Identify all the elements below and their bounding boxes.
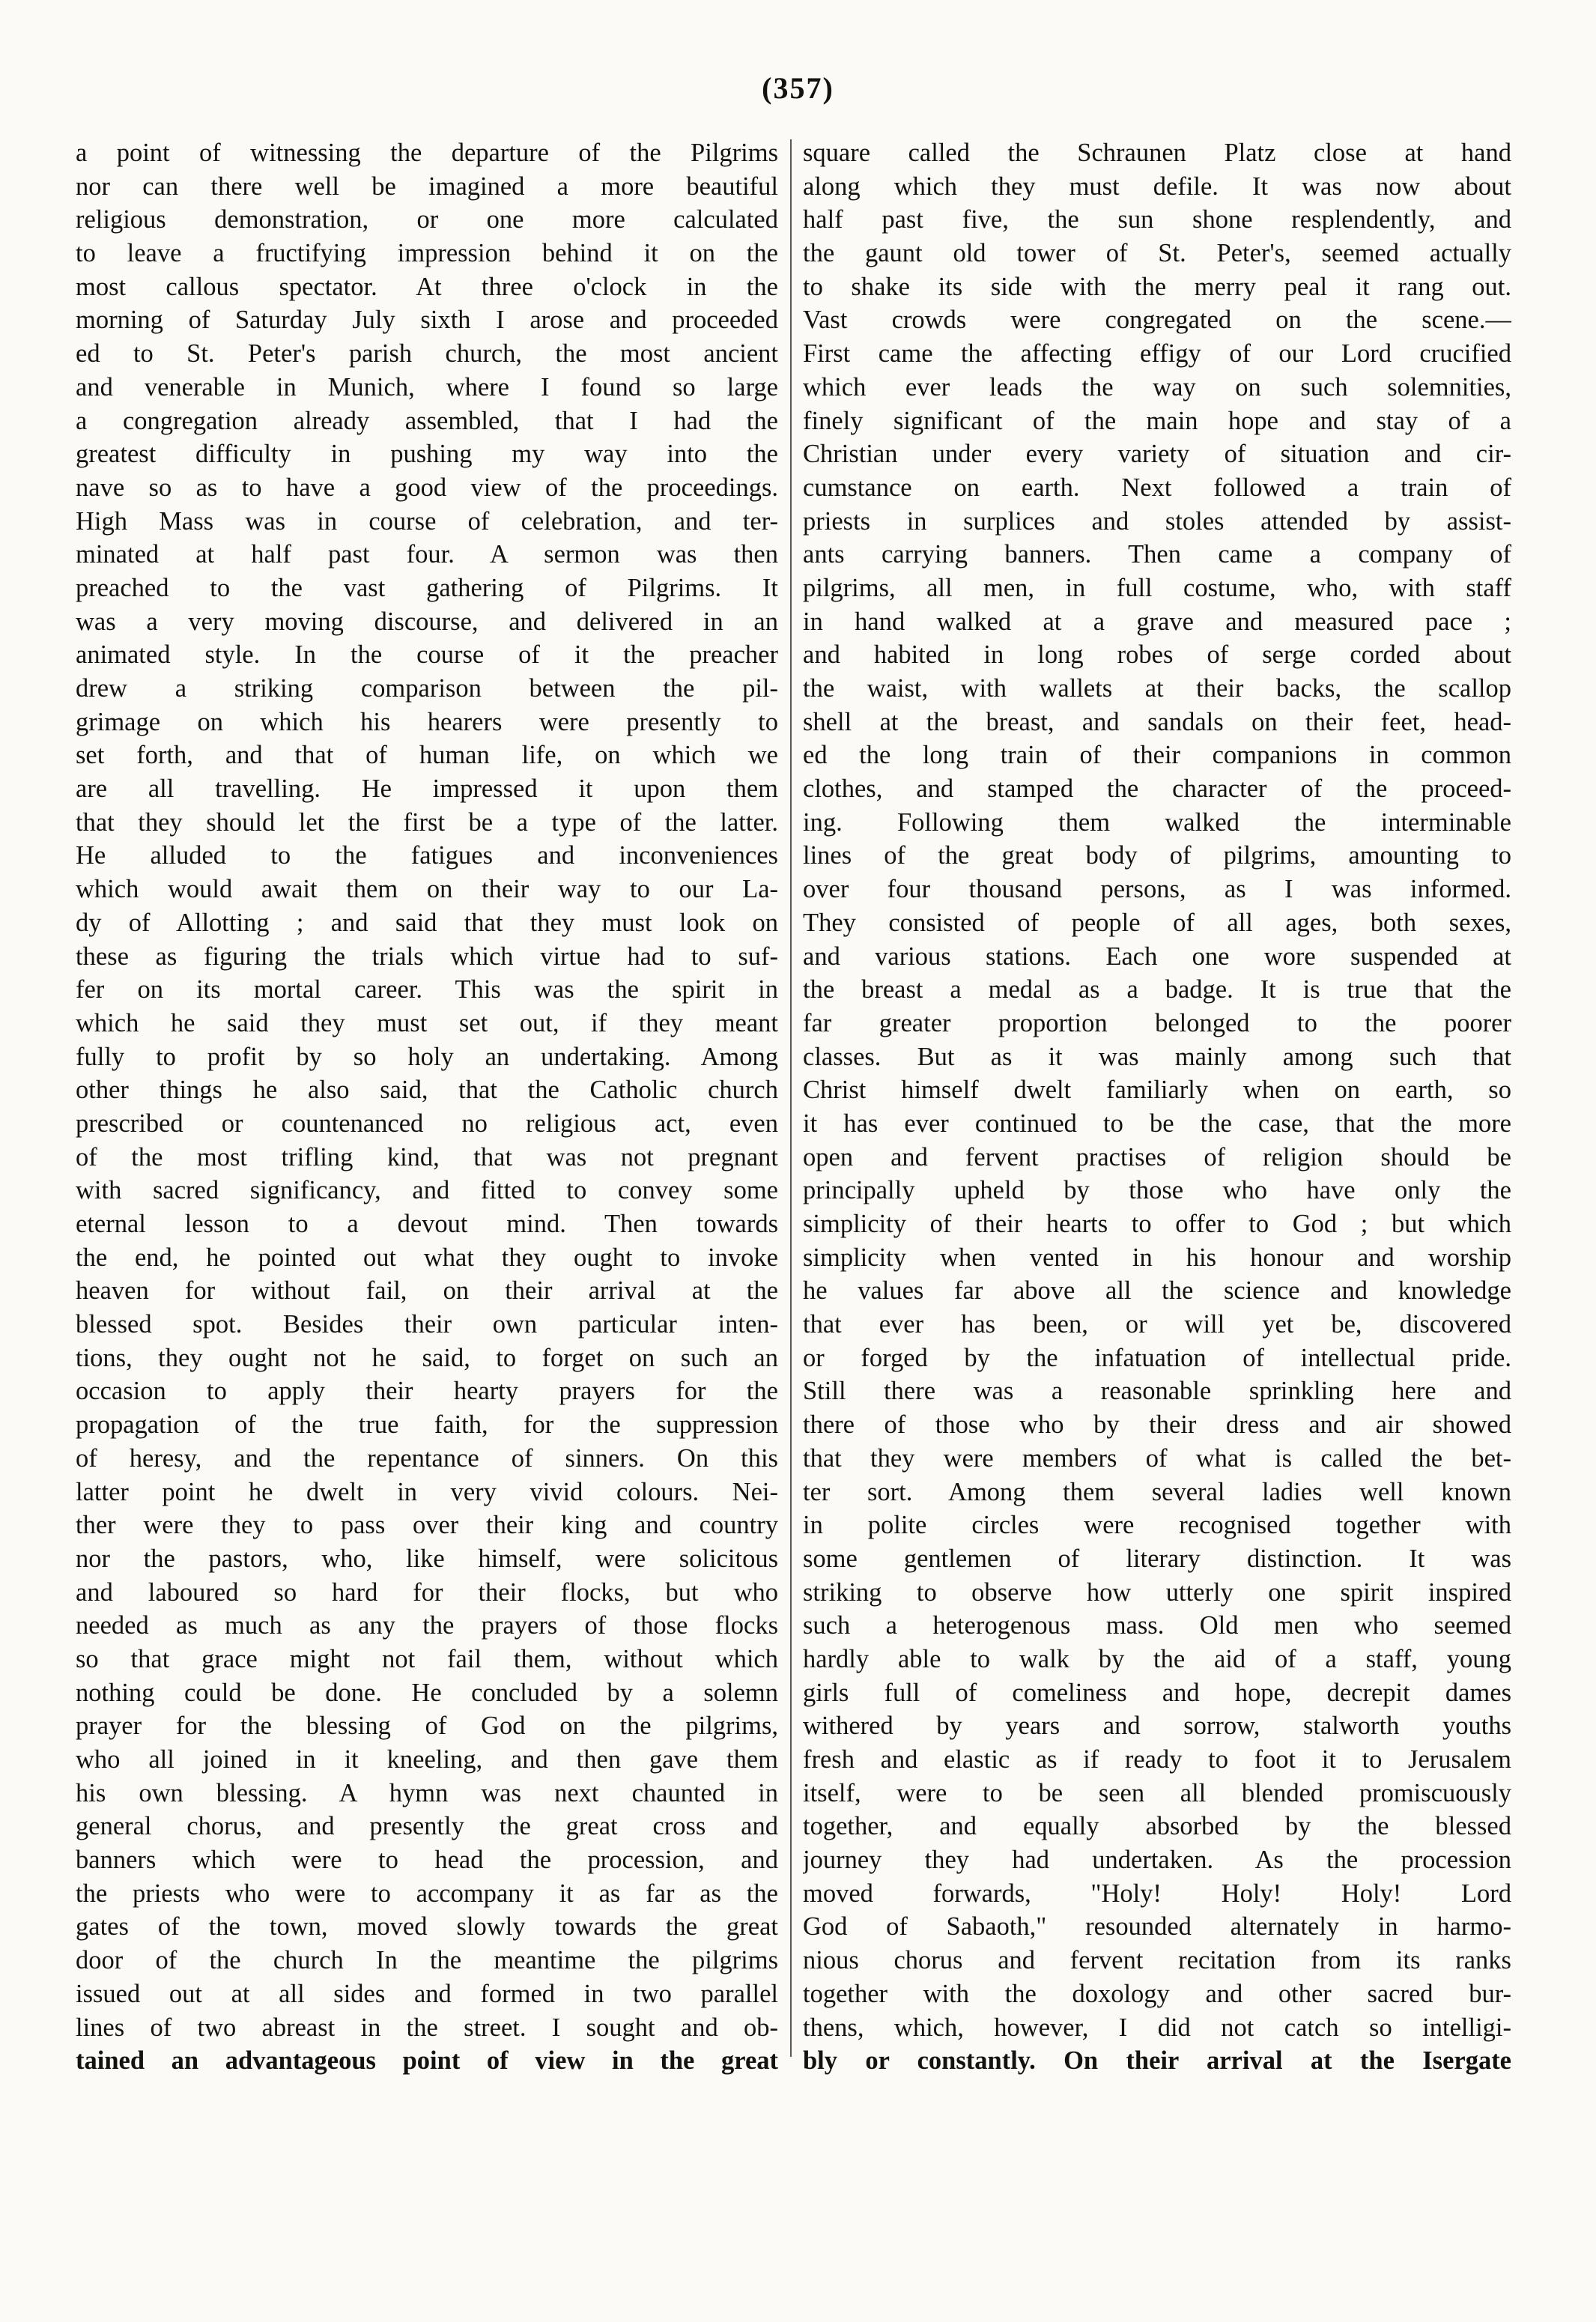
text-line: some gentlemen of literary distinction. It was (803, 1544, 1511, 1573)
text-line: general chorus, and presently the great cross and (76, 1812, 778, 1841)
text-line: clothes, and stamped the character of the proceed- (803, 774, 1511, 804)
text-line: most callous spectator. At three o'clock in the (76, 272, 778, 301)
text-line: cumstance on earth. Next followed a train of (803, 473, 1511, 502)
text-line: thens, which, however, I did not catch so intelligi- (803, 2013, 1511, 2042)
text-line: Christian under every variety of situation and cir- (803, 440, 1511, 469)
text-line: pilgrims, all men, in full costume, who, with staff (803, 573, 1511, 602)
text-line: gates of the town, moved slowly towards the great (76, 1912, 778, 1941)
text-line: Still there was a reasonable sprinkling here and (803, 1377, 1511, 1406)
text-line: over four thousand persons, as I was informed. (803, 875, 1511, 904)
text-line: First came the affecting effigy of our Lord crucified (803, 339, 1511, 369)
text-line: Christ himself dwelt familiarly when on earth, so (803, 1076, 1511, 1105)
text-line: preached to the vast gathering of Pilgrims. It (76, 573, 778, 602)
text-line: square called the Schraunen Platz close at hand (803, 139, 1511, 167)
text-line: ed the long train of their companions in common (803, 741, 1511, 770)
text-line: journey they had undertaken. As the procession (803, 1846, 1511, 1875)
text-line: tained an advantageous point of view in the great (76, 2046, 778, 2076)
text-line: moved forwards, "Holy! Holy! Holy! Lord (803, 1879, 1511, 1908)
text-line: priests in surplices and stoles attended by assist- (803, 506, 1511, 536)
column-divider (790, 139, 792, 2057)
text-line: fresh and elastic as if ready to foot it to Jerusalem (803, 1745, 1511, 1774)
text-line: shell at the breast, and sandals on their feet, head- (803, 707, 1511, 736)
text-line: occasion to apply their hearty prayers for the (76, 1377, 778, 1406)
text-line: blessed spot. Besides their own particular inten- (76, 1310, 778, 1339)
text-line: such a heterogenous mass. Old men who seemed (803, 1611, 1511, 1640)
text-line: striking to observe how utterly one spirit inspired (803, 1577, 1511, 1607)
text-line: in hand walked at a grave and measured pace ; (803, 607, 1511, 636)
page-number: (357) (762, 71, 834, 105)
text-line: God of Sabaoth," resounded alternately in harmo- (803, 1912, 1511, 1941)
text-line: which ever leads the way on such solemnities, (803, 372, 1511, 401)
text-line: lines of two abreast in the street. I sought and ob- (76, 2013, 778, 2042)
text-line: withered by years and sorrow, stalworth youths (803, 1712, 1511, 1741)
text-line: together with the doxology and other sacred bur- (803, 1979, 1511, 2008)
text-line: minated at half past four. A sermon was then (76, 540, 778, 569)
text-line: tions, they ought not he said, to forget on such an (76, 1343, 778, 1372)
text-line: and habited in long robes of serge corded about (803, 640, 1511, 670)
text-line: a congregation already assembled, that I had the (76, 406, 778, 435)
text-line: fer on its mortal career. This was the spirit in (76, 975, 778, 1004)
text-line: dy of Allotting ; and said that they must look on (76, 908, 778, 937)
text-line: a point of witnessing the departure of the Pilgrims (76, 139, 778, 167)
text-line: simplicity when vented in his honour and worship (803, 1243, 1511, 1272)
text-line: banners which were to head the procession, and (76, 1846, 778, 1875)
text-line: principally upheld by those who have only the (803, 1176, 1511, 1205)
text-line: He alluded to the fatigues and inconveniences (76, 841, 778, 870)
text-line: he values far above all the science and knowledge (803, 1276, 1511, 1306)
text-line: open and fervent practises of religion should be (803, 1142, 1511, 1171)
text-line: bly or constantly. On their arrival at the Isergate (803, 2046, 1511, 2076)
text-line: of the most trifling kind, that was not pregnant (76, 1142, 778, 1171)
text-line: in polite circles were recognised together with (803, 1511, 1511, 1540)
text-line: prescribed or countenanced no religious act, even (76, 1109, 778, 1138)
text-line: greatest difficulty in pushing my way into the (76, 440, 778, 469)
left-text-column (76, 136, 778, 2078)
text-line: the waist, with wallets at their backs, the scallop (803, 674, 1511, 703)
text-line: drew a striking comparison between the pil- (76, 674, 778, 703)
text-line: together, and equally absorbed by the blessed (803, 1812, 1511, 1841)
text-line: religious demonstration, or one more calculated (76, 205, 778, 234)
text-line: are all travelling. He impressed it upon them (76, 774, 778, 804)
text-line: prayer for the blessing of God on the pilgrims, (76, 1712, 778, 1741)
text-line: ing. Following them walked the interminable (803, 807, 1511, 837)
text-line: hardly able to walk by the aid of a staff, young (803, 1644, 1511, 1673)
text-line: High Mass was in course of celebration, and ter- (76, 506, 778, 536)
text-line: half past five, the sun shone resplendently, and (803, 205, 1511, 234)
text-line: nor can there well be imagined a more beautiful (76, 172, 778, 201)
text-line: nothing could be done. He concluded by a solemn (76, 1678, 778, 1707)
text-line: animated style. In the course of it the preacher (76, 640, 778, 670)
text-line: lines of the great body of pilgrims, amounting to (803, 841, 1511, 870)
text-line: girls full of comeliness and hope, decrepit dames (803, 1678, 1511, 1707)
text-line: was a very moving discourse, and delivered in an (76, 607, 778, 636)
text-line: to shake its side with the merry peal it rang out. (803, 272, 1511, 301)
text-line: his own blessing. A hymn was next chaunted in (76, 1778, 778, 1807)
text-line: that they were members of what is called the bet- (803, 1443, 1511, 1473)
text-line: needed as much as any the prayers of those flocks (76, 1611, 778, 1640)
text-line: with sacred significancy, and fitted to convey some (76, 1176, 778, 1205)
text-line: finely significant of the main hope and stay of a (803, 406, 1511, 435)
text-line: and various stations. Each one wore suspended at (803, 942, 1511, 971)
text-line: itself, were to be seen all blended promiscuously (803, 1778, 1511, 1807)
text-line: or forged by the infatuation of intellectual pride. (803, 1343, 1511, 1372)
text-line: of heresy, and the repentance of sinners. On this (76, 1443, 778, 1473)
text-line: the priests who were to accompany it as far as the (76, 1879, 778, 1908)
text-line: that ever has been, or will yet be, discovered (803, 1310, 1511, 1339)
right-text-column (803, 136, 1511, 2078)
text-line: fully to profit by so holy an undertaking. Among (76, 1042, 778, 1071)
text-line: ed to St. Peter's parish church, the most ancient (76, 339, 778, 369)
text-line: classes. But as it was mainly among such that (803, 1042, 1511, 1071)
text-line: Vast crowds were congregated on the scene.— (803, 306, 1511, 335)
text-line: ter sort. Among them several ladies well known (803, 1477, 1511, 1506)
text-line: latter point he dwelt in very vivid colours. Nei- (76, 1477, 778, 1506)
text-line: morning of Saturday July sixth I arose and proceeded (76, 306, 778, 335)
text-line: set forth, and that of human life, on which we (76, 741, 778, 770)
text-line: so that grace might not fail them, without which (76, 1644, 778, 1673)
text-line: other things he also said, that the Catholic church (76, 1076, 778, 1105)
text-line: grimage on which his hearers were presently to (76, 707, 778, 736)
text-line: heaven for without fail, on their arrival at the (76, 1276, 778, 1306)
text-line: the breast a medal as a badge. It is true that the (803, 975, 1511, 1004)
text-line: there of those who by their dress and air showed (803, 1410, 1511, 1440)
text-line: these as figuring the trials which virtue had to suf- (76, 942, 778, 971)
text-line: the gaunt old tower of St. Peter's, seemed actually (803, 239, 1511, 268)
text-line: nor the pastors, who, like himself, were solicitous (76, 1544, 778, 1573)
text-line: They consisted of people of all ages, both sexes, (803, 908, 1511, 937)
text-line: along which they must defile. It was now about (803, 172, 1511, 201)
text-line: simplicity of their hearts to offer to God ; but which (803, 1210, 1511, 1238)
text-line: issued out at all sides and formed in two parallel (76, 1979, 778, 2008)
text-line: which would await them on their way to our La- (76, 875, 778, 904)
text-line: to leave a fructifying impression behind it on the (76, 239, 778, 268)
text-line: propagation of the true faith, for the suppression (76, 1410, 778, 1440)
text-line: and laboured so hard for their flocks, but who (76, 1577, 778, 1607)
text-line: ants carrying banners. Then came a company of (803, 540, 1511, 569)
text-line: nious chorus and fervent recitation from its ranks (803, 1946, 1511, 1975)
text-line: eternal lesson to a devout mind. Then towards (76, 1210, 778, 1238)
text-line: ther were they to pass over their king and country (76, 1511, 778, 1540)
text-line: the end, he pointed out what they ought to invoke (76, 1243, 778, 1272)
text-line: and venerable in Munich, where I found so large (76, 372, 778, 401)
text-line: who all joined in it kneeling, and then gave them (76, 1745, 778, 1774)
text-line: door of the church In the meantime the pilgrims (76, 1946, 778, 1975)
text-line: it has ever continued to be the case, that the more (803, 1109, 1511, 1138)
text-line: which he said they must set out, if they meant (76, 1008, 778, 1037)
text-line: far greater proportion belonged to the poorer (803, 1008, 1511, 1037)
text-line: that they should let the first be a type of the latter. (76, 807, 778, 837)
text-line: nave so as to have a good view of the proceedings. (76, 473, 778, 502)
